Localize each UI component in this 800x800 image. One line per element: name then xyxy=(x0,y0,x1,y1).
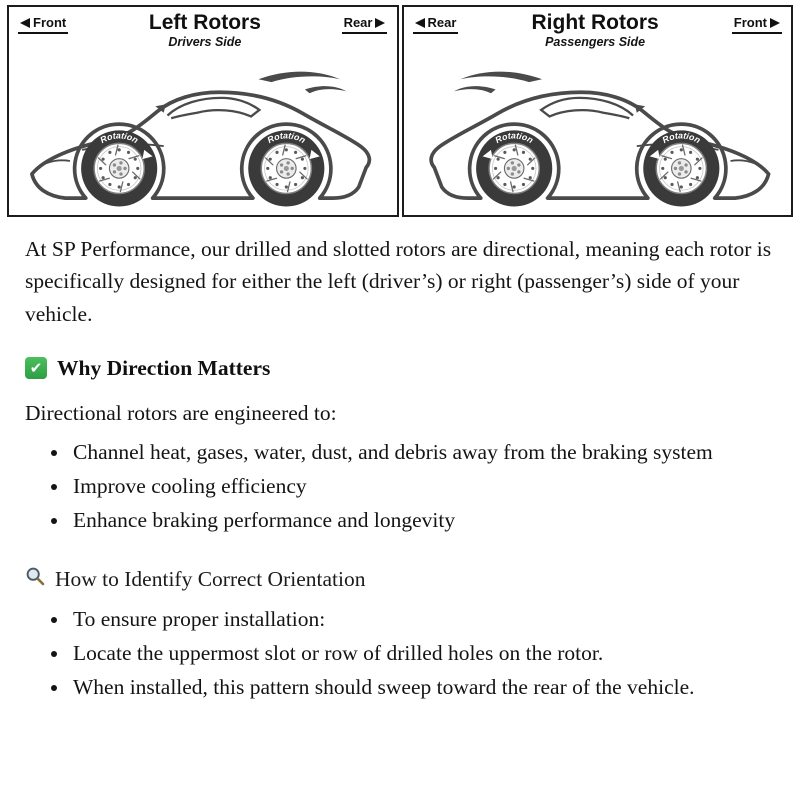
panel-subtitle: Passengers Side xyxy=(545,35,646,50)
left-rotors-panel xyxy=(7,5,399,217)
panel-subtitle: Drivers Side xyxy=(168,35,242,50)
heading-text: How to Identify Correct Orientation xyxy=(55,566,366,591)
rotation-label: Rotation xyxy=(265,130,308,146)
list-item: • When installed, this pattern should sweep toward the rear of the vehicle. xyxy=(70,671,776,704)
panel-title: Left Rotors xyxy=(148,11,261,34)
right-car-illustration xyxy=(404,57,792,213)
article-body xyxy=(0,233,800,705)
rear-direction-label xyxy=(342,15,388,34)
orientation-bullet-list xyxy=(25,603,776,705)
car-drawing-right xyxy=(404,57,792,213)
right-rotors-panel xyxy=(402,5,794,217)
engineered-to-lead: Directional rotors are engineered to: xyxy=(25,400,337,425)
arrow-right-icon xyxy=(770,18,780,28)
why-bullet-list xyxy=(25,436,776,538)
front-label-text: Front xyxy=(733,15,767,30)
car-drawing-left xyxy=(9,57,397,213)
rear-label-text: Rear xyxy=(343,15,373,30)
front-direction-label xyxy=(18,15,68,34)
green-check-icon: ✔ xyxy=(25,357,47,379)
list-item: • Improve cooling efficiency xyxy=(70,470,776,503)
right-panel-header xyxy=(404,7,792,49)
list-item: • To ensure proper installation: xyxy=(70,603,776,636)
rear-direction-label xyxy=(413,15,459,34)
front-direction-label xyxy=(732,15,782,34)
why-direction-matters-heading xyxy=(25,356,776,381)
list-item: • Enhance braking performance and longevity xyxy=(70,504,776,537)
front-label-text: Front xyxy=(33,15,67,30)
left-panel-titles xyxy=(149,12,261,49)
rotation-label: Rotation xyxy=(660,130,702,146)
identify-orientation-heading xyxy=(25,566,776,593)
rotation-label: Rotation xyxy=(98,130,140,146)
panel-title: Right Rotors xyxy=(531,11,659,34)
rear-label-text: Rear xyxy=(427,15,457,30)
left-car-illustration xyxy=(9,57,397,213)
arrow-left-icon xyxy=(20,18,30,28)
list-item: • Channel heat, gases, water, dust, and debris away from the braking system xyxy=(70,436,776,469)
right-panel-titles xyxy=(532,12,659,49)
rotation-label: Rotation xyxy=(492,130,535,146)
heading-text: Why Direction Matters xyxy=(57,355,271,380)
arrow-left-icon xyxy=(415,18,425,28)
list-item: • Locate the uppermost slot or row of drilled holes on the rotor. xyxy=(70,637,776,670)
intro-paragraph: At SP Performance, our drilled and slotted rotors are directional, meaning each rotor is specifically designed for either the left (driver’s) or right (passenger’s) side of your vehicle. xyxy=(25,237,772,326)
magnifier-icon xyxy=(25,566,46,593)
left-panel-header xyxy=(9,7,397,49)
arrow-right-icon xyxy=(375,18,385,28)
rotor-direction-diagram xyxy=(0,0,800,217)
